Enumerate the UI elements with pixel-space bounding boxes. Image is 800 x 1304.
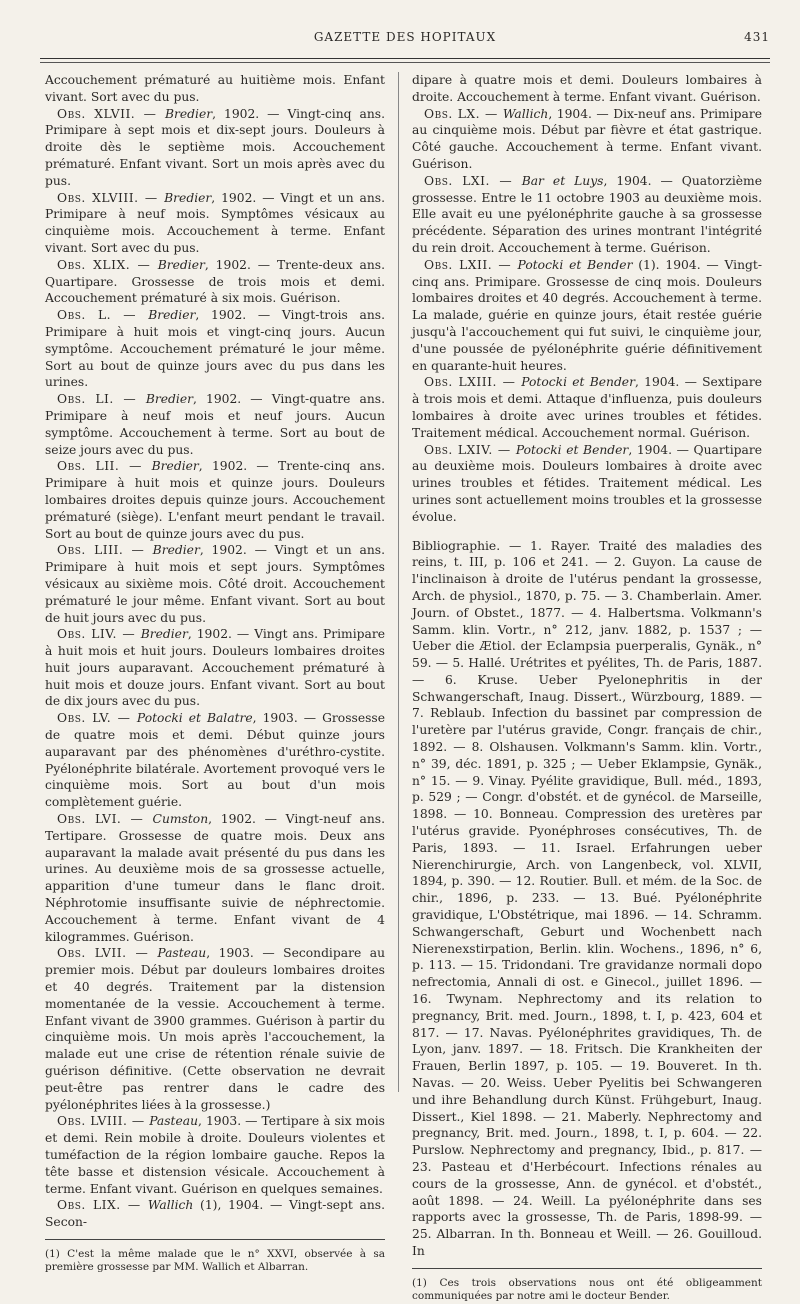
observation-number: Obs. LV. — bbox=[57, 711, 137, 726]
observation-text: , 1902. — Trente-cinq ans. Primipare à huit mois et quinze jours. Douleurs lombaires droites depuis quinze jours. Accouchement prématuré (siège). L'enfant meurt pendant le travail. Sort au bout de quinze jours avec du pus. bbox=[45, 459, 385, 541]
observation-text: , 1902. — Vingt-neuf ans. Tertipare. Grossesse de quatre mois. Deux ans auparavant la malade avait présenté du pus dans les urines. Au deuxième mois de sa grossesse actuelle, apparition d'une tumeur dans le flanc droit. Néphrotomie insuffisante suivie de néphrectomie. Accouchement à terme. Enfant vivant de 4 kilogrammes. Guérison. bbox=[45, 812, 385, 944]
observation-paragraph bbox=[45, 542, 385, 626]
observation-author: Bar et Luys bbox=[521, 173, 604, 188]
observation-number: Obs. XLIX. — bbox=[57, 257, 158, 272]
observation-text: , 1904. — Quatorzième grossesse. Entre le 11 octobre 1903 au deuxième mois. Elle avait eu une pyélonéphrite gauche à sa grossesse précédente. Séparation des urines montrant l'intégrité du rein droit. Accouchement à terme. Guérison. bbox=[412, 173, 762, 255]
observation-paragraph bbox=[45, 1197, 385, 1231]
left-observations bbox=[45, 72, 385, 1231]
observation-number: Obs. XLVIII. — bbox=[57, 190, 165, 205]
bibliography: Bibliographie. — 1. Rayer. Traité des maladies des reins, t. III, p. 106 et 241. — 2. Guyon. La cause de l'inclinaison à droite de l'utérus pendant la grossesse, Arch. de physiol., 1870, p. 75. — 3. Chamberlain. Amer. Journ. of Obstet., 1877. — 4. Halbertsma. Volkmann's Samm. klin. Vortr., n° 212, janv. 1882, p. 1537 ; — Ueber die Ætiol. der Eclampsia puerperalis, Gynäk., n° 59. — 5. Hallé. Urétrites et pyélites, Th. de Paris, 1887. — 6. Kruse. Ueber Pyelonephritis in der Schwangerschaft, Inaug. Dissert., Würzbourg, 1889. — 7. Reblaub. Infection du bassinet par compression de l'uretère par l'utérus gravide, Congr. français de chir., 1892. — 8. Olshausen. Volkmann's Samm. klin. Vortr., n° 39, déc. 1891, p. 325 ; — Ueber Eklampsie, Gynäk., n° 15. — 9. Vinay. Pyélite gravidique, Bull. méd., 1893, p. 529 ; — Congr. d'obstét. et de gynécol. de Marseille, 1898. — 10. Bonneau. Compression des uretères par l'utérus gravide. Pyonéphroses consécutives, Th. de Paris, 1893. — 11. Israel. Erfahrungen ueber Nierenchirurgie, Arch. von Langenbeck, vol. XLVII, 1894, p. 390. — 12. Routier. Bull. et mém. de la Soc. de chir., 1896, p. 233. — 13. Bué. Pyélonéphrite gravidique, L'Obstétrique, mai 1896. — 14. Schramm. Schwangerschaft, Geburt und Wochenbett nach Nierenexstirpation, Berlin. klin. Wochens., 1896, n° 6, p. 113. — 15. Tridondani. Tre gravidanze normali dopo nefrectomia, Annali di ost. e Ginecol., juillet 1896. — 16. Twynam. Nephrectomy and its relation to pregnancy, Brit. med. Journ., 1898, t. I, p. 423, 604 et 817. — 17. Navas. Pyélonéphrites gravidiques, Th. de Lyon, janv. 1897. — 18. Fritsch. Die Krankheiten der Frauen, Berlin 1897, p. 105. — 19. Bouveret. In th. Navas. — 20. Weiss. Ueber Pyelitis bei Schwangeren und ihre Behandlung durch Künst. Frühgeburt, Inaug. Dissert., Kiel 1898. — 21. Maberly. Nephrectomy and pregnancy, Brit. med. Journ., 1898, t. I, p. 604. — 22. Purslow. Nephrectomy and pregnancy, Ibid., p. 817. — 23. Pasteau et d'Herbécourt. Infections rénales au cours de la grossesse, Ann. de gynécol. et d'obstét., août 1898. — 24. Weill. La pyélonéphrite dans ses rapports avec la grossesse, Th. de Paris, 1898-99. — 25. Albarran. In th. Bonneau et Weill. — 26. Gouilloud. In bbox=[412, 538, 762, 1258]
observation-paragraph bbox=[412, 374, 762, 441]
observation-author: Bredier bbox=[151, 459, 199, 474]
observation-paragraph bbox=[45, 307, 385, 391]
observation-number: Obs. LXII. — bbox=[424, 257, 518, 272]
observation-paragraph bbox=[412, 442, 762, 526]
observation-text: , 1903. — Secondipare au premier mois. Début par douleurs lombaires droites et 40 degrés. Traitement par la distension momentanée de la vessie. Accouchement à terme. Enfant vivant de 3900 grammes. Guérison à partir du cinquième mois. Un mois après l'accouchement, la malade eut une crise de rétention rénale suivie de guérison définitive. (Cette observation ne devrait peut-être pas rentrer dans le cadre des pyélonéphrites liées à la grossesse.) bbox=[45, 946, 385, 1112]
observation-paragraph bbox=[45, 190, 385, 257]
observation-author: Potocki et Balatre bbox=[136, 711, 253, 726]
observation-text: dipare à quatre mois et demi. Douleurs lombaires à droite. Accouchement à terme. Enfant vivant. Guérison. bbox=[412, 73, 762, 104]
observation-author: Pasteau bbox=[149, 1114, 199, 1129]
observation-author: Bredier bbox=[164, 190, 212, 205]
observation-author: Potocki et Bender bbox=[515, 442, 629, 457]
observation-paragraph bbox=[45, 106, 385, 190]
observation-number: Obs. LI. — bbox=[57, 392, 146, 407]
observation-author: Wallich bbox=[147, 1198, 194, 1213]
observation-author: Bredier bbox=[152, 543, 200, 558]
observation-text: , 1902. — Vingt-quatre ans. Primipare à neuf mois et neuf jours. Aucun symptôme. Accouchement à terme. Sort au bout de seize jours avec du pus. bbox=[45, 392, 385, 457]
observation-text: , 1904. — Sextipare à trois mois et demi. Attaque d'influenza, puis douleurs lombaires à droite avec urines troubles et fétides. Traitement médical. Accouchement normal. Guérison. bbox=[412, 375, 762, 440]
observation-text: , 1902. — Vingt-trois ans. Primipare à huit mois et vingt-cinq jours. Aucun symptôme. Accouchement prématuré le jour même. Sort au bout de quinze jours avec du pus dans les urines. bbox=[45, 308, 385, 390]
observation-paragraph bbox=[45, 72, 385, 106]
observation-paragraph bbox=[45, 458, 385, 542]
right-observations bbox=[412, 72, 762, 526]
page-number: 431 bbox=[744, 30, 770, 44]
observation-number: Obs. LII. — bbox=[57, 459, 152, 474]
observation-paragraph bbox=[412, 106, 762, 173]
observation-text: , 1902. — Vingt et un ans. Primipare à neuf mois. Symptômes vésicaux au cinquième mois. Accouchement à terme. Enfant vivant. Sort avec du pus. bbox=[45, 190, 385, 255]
right-column bbox=[412, 72, 763, 1303]
observation-paragraph bbox=[412, 173, 762, 257]
observation-text: , 1902. — Vingt ans. Primipare à huit mois et huit jours. Douleurs lombaires droites huit jours auparavant. Accouchement prématuré à huit mois et douze jours. Enfant vivant. Sort au bout de dix jours avec du pus. bbox=[45, 627, 385, 709]
observation-number: Obs. L. — bbox=[57, 308, 149, 323]
observation-paragraph bbox=[45, 811, 385, 945]
observation-number: Obs. LXIII. — bbox=[424, 375, 522, 390]
observation-number: Obs. LVII. — bbox=[57, 946, 158, 961]
observation-number: Obs. LIV. — bbox=[57, 627, 141, 642]
observation-paragraph bbox=[412, 72, 762, 106]
column-divider bbox=[398, 72, 399, 1092]
journal-title: GAZETTE DES HOPITAUX bbox=[313, 30, 497, 44]
observation-text: , 1902. — Vingt-cinq ans. Primipare à sept mois et dix-sept jours. Douleurs à droite dès le septième mois. Accouchement prématuré. Enfant vivant. Sort un mois après avec du pus. bbox=[45, 106, 385, 188]
header-rule bbox=[40, 58, 770, 59]
observation-paragraph bbox=[45, 945, 385, 1113]
observation-paragraph bbox=[45, 1113, 385, 1197]
observation-author: Bredier bbox=[145, 392, 193, 407]
observation-text: , 1902. — Trente-deux ans. Quartipare. Grossesse de trois mois et demi. Accouchement prématuré à six mois. Guérison. bbox=[45, 257, 386, 306]
observation-number: Obs. LIX. — bbox=[57, 1198, 148, 1213]
left-footnote: (1) C'est la même malade que le n° XXVI, observée à sa première grossesse par MM. Wallich et Albarran. bbox=[45, 1247, 385, 1274]
observation-author: Wallich bbox=[502, 106, 549, 121]
right-footnote: (1) Ces trois observations nous ont été obligeamment communiquées par notre ami le docteur Bender. bbox=[412, 1276, 762, 1303]
observation-paragraph bbox=[45, 710, 385, 811]
observation-author: Bredier bbox=[157, 257, 205, 272]
observation-number: Obs. LX. — bbox=[424, 106, 503, 121]
observation-paragraph bbox=[45, 626, 385, 710]
observation-author: Bredier bbox=[148, 308, 196, 323]
observation-text: (1). 1904. — Vingt-cinq ans. Primipare. Grossesse de cinq mois. Douleurs lombaires droites et 40 degrés. Accouchement à terme. La malade, guérie en quinze jours, était restée guérie jusqu'à l'accouchement qui fut suivi, le cinquième jour, d'une poussée de pyélonéphrite guérie définitivement en quarante-huit heures. bbox=[412, 257, 763, 373]
footnote-separator bbox=[45, 1239, 385, 1240]
observation-author: Cumston bbox=[152, 812, 209, 827]
observation-text: (1), 1904. — Vingt-sept ans. Secon- bbox=[45, 1198, 386, 1230]
observation-text: , 1904. — Dix-neuf ans. Primipare au cinquième mois. Début par fièvre et état gastrique. Côté gauche. Accouchement à terme. Enfant vivant. Guérison. bbox=[412, 106, 763, 171]
observation-paragraph bbox=[45, 257, 385, 307]
observation-text: Accouchement prématuré au huitième mois. Enfant vivant. Sort avec du pus. bbox=[45, 73, 385, 104]
observation-text: , 1902. — Vingt et un ans. Primipare à huit mois et sept jours. Symptômes vésicaux au sixième mois. Côté droit. Accouchement prématuré le jour même. Enfant vivant. Sort au bout de huit jours avec du pus. bbox=[45, 543, 385, 625]
observation-paragraph bbox=[412, 257, 762, 375]
left-column bbox=[45, 72, 386, 1274]
observation-number: Obs. LVI. — bbox=[57, 812, 153, 827]
observation-number: Obs. LVIII. — bbox=[57, 1114, 150, 1129]
header-rule-secondary bbox=[40, 62, 770, 63]
observation-paragraph bbox=[45, 391, 385, 458]
page-header bbox=[40, 30, 770, 52]
observation-number: Obs. LXI. — bbox=[424, 173, 522, 188]
observation-text: , 1904. — Quartipare au deuxième mois. Douleurs lombaires à droite avec urines troubles et fétides. Traitement médical. Les urines sont actuellement moins troubles et la grossesse évolue. bbox=[412, 442, 762, 524]
footnote-separator bbox=[412, 1268, 762, 1269]
observation-text: , 1903. — Tertipare à six mois et demi. Rein mobile à droite. Douleurs violentes et tuméfaction de la région lombaire gauche. Repos la tête basse et distension vésicale. Accouchement à terme. Enfant vivant. Guérison en quelques semaines. bbox=[45, 1114, 385, 1196]
observation-author: Potocki et Bender bbox=[521, 375, 635, 390]
observation-author: Potocki et Bender bbox=[517, 257, 633, 272]
observation-author: Bredier bbox=[164, 106, 213, 121]
observation-author: Pasteau bbox=[157, 946, 207, 961]
observation-number: Obs. LXIV. — bbox=[424, 442, 516, 457]
observation-author: Bredier bbox=[140, 627, 188, 642]
observation-number: Obs. XLVII. — bbox=[57, 106, 165, 121]
observation-text: , 1903. — Grossesse de quatre mois et demi. Début quinze jours auparavant par des phénomènes d'uréthro-cystite. Pyélonéphrite bilatérale. Avortement provoqué vers le cinquième mois. Sort au bout d'un mois complètement guérie. bbox=[45, 711, 385, 810]
observation-number: Obs. LIII. — bbox=[57, 543, 153, 558]
